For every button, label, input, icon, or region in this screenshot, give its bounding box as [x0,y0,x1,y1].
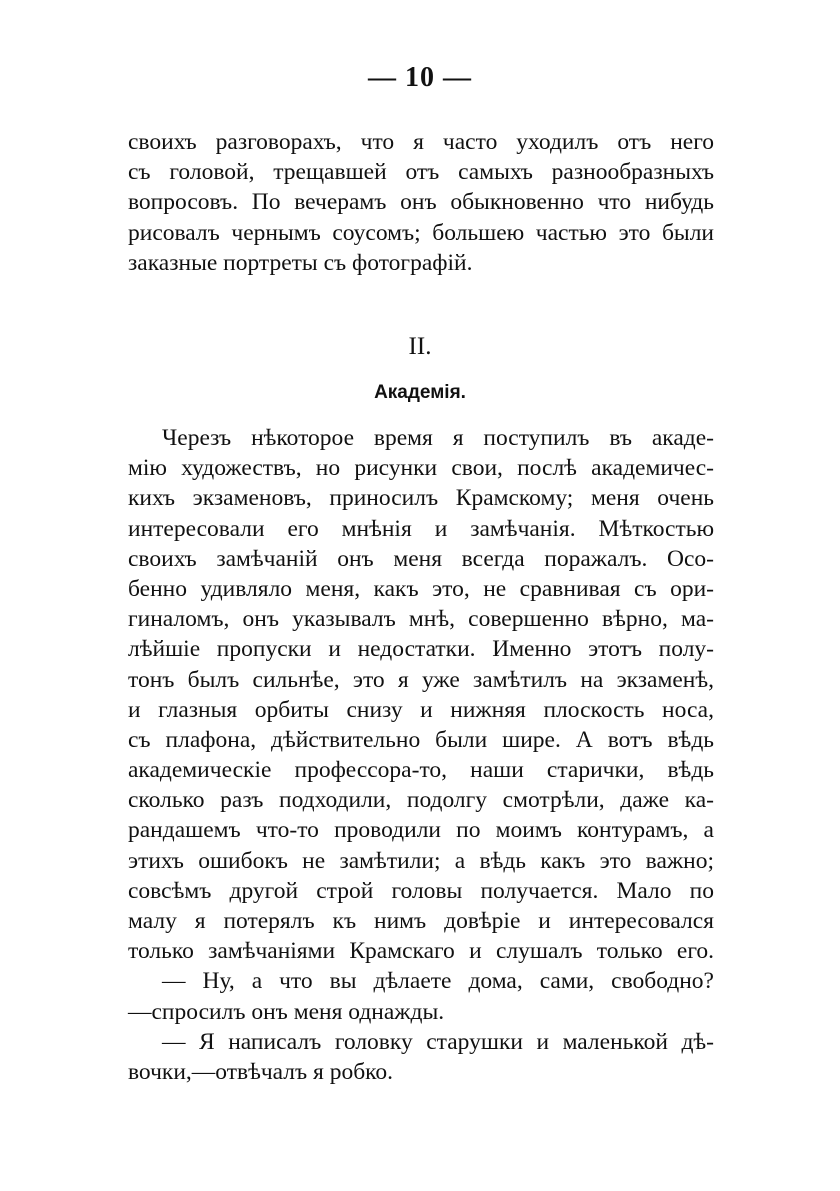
text-line: своихъ замѣчаній онъ меня всегда поражалъ. Осо- [128,545,714,572]
text-line: — Ну, а что вы дѣлаете дома, сами, свободно? [162,968,714,995]
text-line: кихъ экзаменовъ, приносилъ Крамскому; меня очень [128,485,714,512]
text-line: съ головой, трещавшей отъ самыхъ разнообразныхъ [128,159,714,186]
text-line: рисовалъ чернымъ соусомъ; большею частью это были [128,219,714,246]
chapter-title: Академія. [374,382,466,403]
text-line: академическіе профессора-то, наши старички, вѣдь [128,757,714,784]
main-text [128,423,714,1087]
text-line: интересовали его мнѣнія и замѣчанія. Мѣткостью [128,515,714,542]
intro-paragraph [128,127,714,278]
text-line: бенно удивляло меня, какъ это, не сравнивая съ ори- [128,575,714,602]
page-number: — 10 — [368,62,472,93]
text-line: только замѣчаніями Крамскаго и слушалъ только его. [128,938,714,965]
text-line: рандашемъ что-то проводили по моимъ контурамъ, а [128,817,714,844]
text-line: и глазныя орбиты снизу и нижняя плоскость носа, [128,696,714,723]
text-line: своихъ разговорахъ, что я часто уходилъ отъ него [128,129,714,155]
text-line: тонъ былъ сильнѣе, это я уже замѣтилъ на экзаменѣ, [128,666,714,693]
text-line: сколько разъ подходили, подолгу смотрѣли, даже ка- [128,787,714,814]
text-line: —спросилъ онъ меня однажды. [128,998,445,1025]
text-line: лѣйшіе пропуски и недостатки. Именно этотъ полу- [128,636,714,663]
text-line: — Я написалъ головку старушки и маленькой дѣ- [162,1028,714,1055]
text-line: гиналомъ, онъ указывалъ мнѣ, совершенно вѣрно, ма- [128,606,714,633]
text-line: Черезъ нѣкоторое время я поступилъ въ акаде- [162,425,714,451]
text-line: съ плафона, дѣйствительно были шире. А вотъ вѣдь [128,726,714,753]
text-line: вочки,—отвѣчалъ я робко. [128,1058,394,1085]
text-line: заказные портреты съ фотографій. [128,249,473,276]
text-line: этихъ ошибокъ не замѣтили; а вѣдь какъ это важно; [128,847,714,874]
text-line: малу я потерялъ къ нимъ довѣріе и интересовался [128,908,714,934]
text-line: совсѣмъ другой строй головы получается. Мало по [128,877,714,904]
text-line: мію художествъ, но рисунки свои, послѣ академичес- [128,455,714,482]
chapter-number: II. [408,333,432,360]
text-line: вопросовъ. По вечерамъ онъ обыкновенно что нибудь [128,189,714,216]
